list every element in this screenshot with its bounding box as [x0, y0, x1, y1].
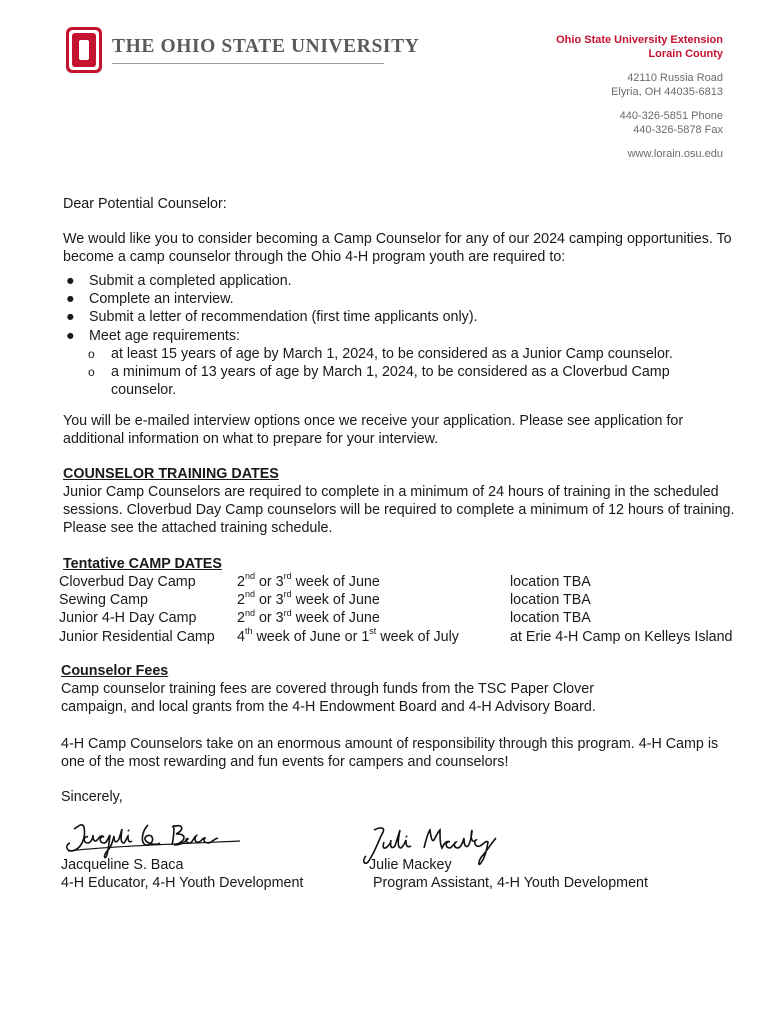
- list-item: ● Submit a letter of recommendation (first time applicants only).: [66, 309, 478, 326]
- signer-2-title: Program Assistant, 4-H Youth Development: [373, 875, 648, 891]
- circle-bullet-icon: o: [88, 346, 95, 361]
- table-row: Cloverbud Day Camp 2nd or 3rd week of June location TBA: [59, 571, 591, 590]
- bullet-icon: ●: [66, 309, 75, 326]
- address-line-1: 42110 Russia Road: [627, 72, 723, 84]
- interview-paragraph: You will be e-mailed interview options once we receive your application. Please see application for additional information on what to prepare for your interview.: [63, 413, 684, 448]
- list-item: ● Meet age requirements: o at least 15 years of age by March 1, 2024, to be considered as a Junior Camp counselor. o a minimum of 13 years of age by March 1, 2024, to be considered as a Cloverbud Camp counselor.: [63, 327, 743, 400]
- university-wordmark: THE OHIO STATE UNIVERSITY: [112, 36, 420, 57]
- bullet-icon: ●: [66, 273, 75, 289]
- bullet-icon: ●: [66, 327, 75, 344]
- training-paragraph: Junior Camp Counselors are required to complete in a minimum of 24 hours of training in the scheduled sessions. Cloverbud Day Camp counselors will be required to complete a minimum of 12 hours of training. Please see the attached training schedule.: [63, 484, 735, 537]
- osu-block-o-logo-icon: [64, 26, 104, 74]
- training-heading: COUNSELOR TRAINING DATES: [63, 466, 279, 482]
- fax-number: 440-326-5878 Fax: [633, 124, 723, 136]
- list-item: ● Submit a completed application.: [66, 273, 292, 289]
- phone-number: 440-326-5851 Phone: [619, 110, 723, 122]
- fees-paragraph: Camp counselor training fees are covered through funds from the TSC Paper Clover campaign, and local grants from the 4-H Endowment Board and 4-H Advisory Board.: [61, 681, 596, 716]
- website-link[interactable]: www.lorain.osu.edu: [627, 148, 723, 160]
- extension-name: Ohio State University Extension: [556, 34, 723, 46]
- salutation: Dear Potential Counselor:: [63, 196, 227, 212]
- table-row: Sewing Camp 2nd or 3rd week of June location TBA: [59, 589, 591, 609]
- list-item: o a minimum of 13 years of age by March 1, 2024, to be considered as a Cloverbud Camp counselor.: [88, 364, 670, 399]
- list-item: ● Complete an interview.: [66, 291, 234, 308]
- extension-address-block: [556, 33, 723, 161]
- requirements-list: [63, 272, 743, 399]
- camp-dates-table: [59, 573, 733, 646]
- fees-heading: Counselor Fees: [61, 663, 169, 679]
- bullet-icon: ●: [66, 291, 75, 308]
- list-item: o at least 15 years of age by March 1, 2024, to be considered as a Junior Camp counselor.: [88, 345, 673, 362]
- table-row: Junior Residential Camp 4th week of June or 1st week of July at Erie 4-H Camp on Kelleys Island: [59, 625, 733, 645]
- age-requirements-list: [63, 345, 743, 400]
- county-name: Lorain County: [648, 48, 723, 60]
- circle-bullet-icon: o: [88, 365, 95, 380]
- signer-2-name: Julie Mackey: [369, 857, 452, 873]
- closing-paragraph: 4-H Camp Counselors take on an enormous amount of responsibility through this program. 4-H Camp is one of the most rewarding and fun events for campers and counselors!: [61, 736, 719, 771]
- wordmark-divider: [112, 63, 384, 64]
- signer-1-title: 4-H Educator, 4-H Youth Development: [61, 875, 304, 891]
- table-row: Junior 4-H Day Camp 2nd or 3rd week of June location TBA: [59, 607, 591, 627]
- signer-1-name: Jacqueline S. Baca: [61, 857, 184, 873]
- intro-paragraph: We would like you to consider becoming a Camp Counselor for any of our 2024 camping opportunities. To become a camp counselor through the Ohio 4-H program youth are required to:: [63, 231, 732, 266]
- signoff: Sincerely,: [61, 789, 123, 805]
- address-line-2: Elyria, OH 44035-6813: [611, 86, 723, 98]
- camp-dates-heading: Tentative CAMP DATES: [63, 556, 222, 572]
